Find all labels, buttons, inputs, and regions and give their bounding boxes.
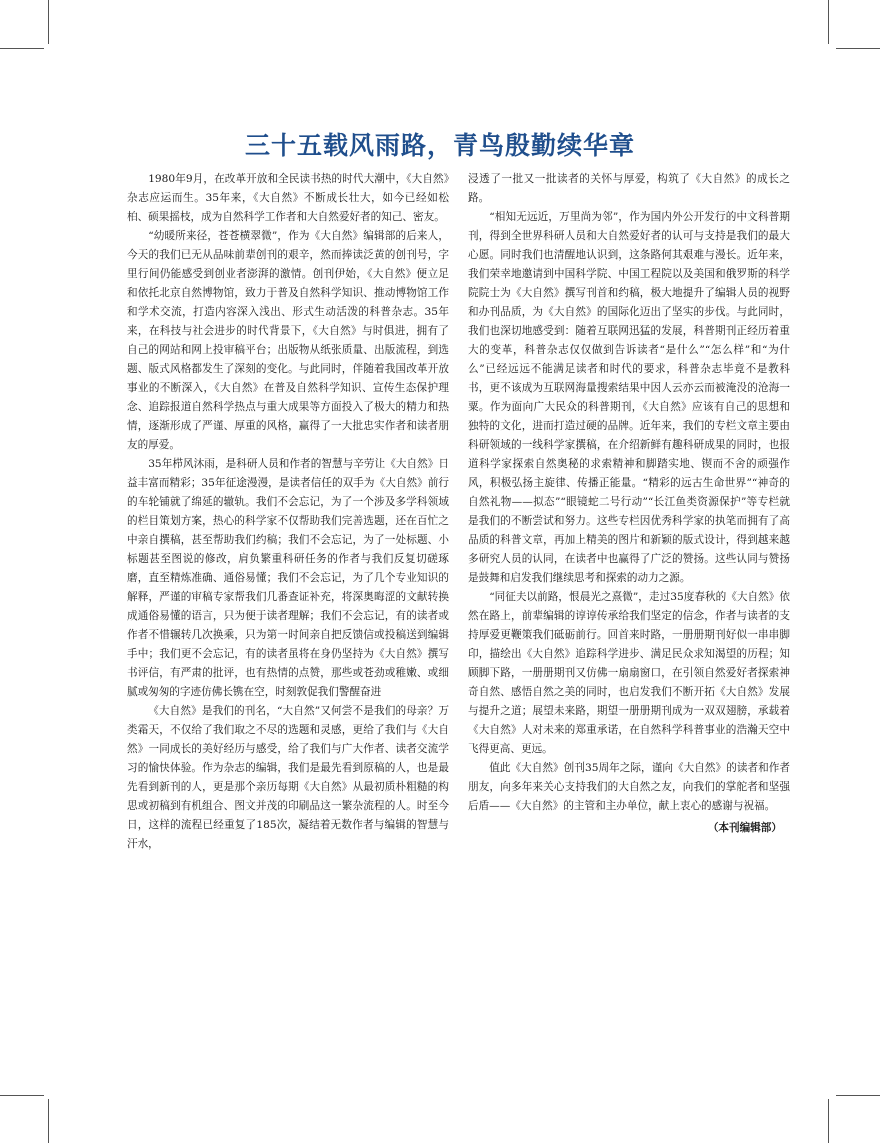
paragraph: 1980年9月，在改革开放和全民读书热的时代大潮中，《大自然》杂志应运而生。35年来，《大自然》不断成长壮大，如今已经如松柏、硕果摇枝，成为自然科学工作者和大自然爱好者的知己、密友。 <box>127 173 449 223</box>
left-column <box>127 170 449 854</box>
crop-mark <box>828 0 829 44</box>
crop-mark <box>836 1095 880 1096</box>
article-title: 三十五载风雨路，青鸟殷勤续华章 <box>244 131 635 160</box>
crop-mark <box>0 48 44 49</box>
paragraph: “同征夫以前路，恨晨光之熹微”，走过35度春秋的《大自然》依然在路上，前辈编辑的谆谆传承给我们坚定的信念，作者与读者的支持厚爱更鞭策我们砥砺前行。回首来时路，一册册期刊好似一串串脚印，描绘出《大自然》追踪科学进步、满足民众求知渴望的历程；知顾脚下路，一册册期刊又仿佛一扇扇窗口，在引领自然爱好者探索神奇自然、感悟自然之美的同时，也启发我们不断开拓《大自然》发展与提升之道；展望未来路，期望一册册期刊成为一双双翅膀，承载着《大自然》人对未来的郑重承诺，在自然科学科普事业的浩瀚天空中飞得更高、更远。 <box>468 591 790 755</box>
crop-mark <box>0 1095 44 1096</box>
signature: （本刊编辑部） <box>707 822 782 834</box>
paragraph: 《大自然》是我们的刊名，“大自然”又何尝不是我们的母亲？万类霜天，不仅给了我们取之不尽的选题和灵感，更给了我们与《大自然》一同成长的美好经历与感受，给了我们与广大作者、读者交流学习的愉快体验。作为杂志的编辑，我们是最先看到原稿的人，也是最先看到新刊的人，更是那个亲历每期《大自然》从最初质朴粗糙的构思或初稿到有机组合、图文并茂的印刷品这一繁杂流程的人。时至今日，这样的流程已经重复了185次，凝结着无数作者与编辑的智慧与汗水， <box>127 705 449 850</box>
right-column <box>468 170 790 838</box>
crop-mark <box>48 0 49 44</box>
crop-mark <box>48 1099 49 1143</box>
paragraph-continuation: 浸透了一批又一批读者的关怀与厚爱，构筑了《大自然》的成长之路。 <box>468 173 790 204</box>
paragraph: “相知无远近，万里尚为邻”，作为国内外公开发行的中文科普期刊，得到全世界科研人员和大自然爱好者的认可与支持是我们的最大心愿。同时我们也清醒地认识到，这条路何其艰难与漫长。近年来，我们荣幸地邀请到中国科学院、中国工程院以及美国和俄罗斯的科学院院士为《大自然》撰写刊首和约稿，极大地提升了编辑人员的视野和办刊品质，为《大自然》的国际化迈出了坚实的步伐。与此同时，我们也深切地感受到：随着互联网迅猛的发展，科普期刊正经历着重大的变革，科普杂志仅仅做到告诉读者“是什么”“怎么样”和“为什么”已经远远不能满足读者和时代的要求，科普杂志毕竟不是教科书，更不该成为互联网海量搜索结果中因人云亦云而被淹没的沧海一粟。作为面向广大民众的科普期刊，《大自然》应该有自己的思想和独特的文化，进而打造过硬的品牌。近年来，我们的专栏文章主要由科研领域的一线科学家撰稿，在介绍新鲜有趣科研成果的同时，也报道科学家探索自然奥秘的求索精神和脚踏实地、锲而不舍的顽强作风，积极弘扬主旋律、传播正能量。“精彩的远古生命世界”“神奇的自然礼物——拟态”“眼镜蛇二号行动”“长江鱼类资源保护”等专栏就是我们的不断尝试和努力。这些专栏因优秀科学家的执笔而拥有了高品质的科普文章，再加上精美的图片和新颖的版式设计，得到越来越多研究人员的认同，在读者中也赢得了广泛的赞扬。这些认同与赞扬是鼓舞和启发我们继续思考和探索的动力之源。 <box>468 211 790 584</box>
paragraph: 值此《大自然》创刊35周年之际，谨向《大自然》的读者和作者朋友，向多年来关心支持我们的大自然之友，向我们的掌舵者和坚强后盾——《大自然》的主管和主办单位，献上衷心的感谢与祝福。 <box>468 762 790 812</box>
crop-mark <box>836 48 880 49</box>
crop-mark <box>828 1099 829 1143</box>
paragraph: 35年栉风沐雨，是科研人员和作者的智慧与辛劳让《大自然》日益丰富而精彩；35年征途漫漫，是读者信任的双手为《大自然》前行的车轮铺就了绵延的辙轨。我们不会忘记，为了一个涉及多学科领域的栏目策划方案，热心的科学家不仅帮助我们完善选题，还在百忙之中亲自撰稿，甚至帮助我们约稿；我们不会忘记，为了一处标题、小标题甚至图说的修改，肩负繁重科研任务的作者与我们反复切磋琢磨，直至精炼准确、通俗易懂；我们不会忘记，为了几个专业知识的解释，严谨的审稿专家帮我们几番查证补充，将深奥晦涩的文献转换成通俗易懂的语言，只为便于读者理解；我们不会忘记，有的读者或作者不惜辗转几次换乘，只为第一时间亲自把反馈信或投稿送到编辑手中；我们更不会忘记，有的读者虽将在身仍坚持为《大自然》撰写书评信，有严肃的批评，也有热情的点赞，那些或苍劲或稚嫩、或细腻或匆匆的字迹仿佛长镌在空，时刻敦促我们警醒奋进 <box>127 458 449 698</box>
paragraph: “幼暖所来径，苍苍横翠微”，作为《大自然》编辑部的后来人，今天的我们已无从品味前辈创刊的艰辛，然而捧读泛黄的创刊号，字里行间仍能感受到创业者澎湃的激情。创刊伊始，《大自然》便立足和依托北京自然博物馆，致力于普及自然科学知识、推动博物馆工作和学术交流，打造内容深入浅出、形式生动活泼的科普杂志。35年来，在科技与社会进步的时代背景下，《大自然》与时俱进，拥有了自己的网站和网上投审稿平台；出版物从纸张质量、出版流程，到选题、版式风格都发生了深刻的变化。与此同时，伴随着我国改革开放事业的不断深入，《大自然》在普及自然科学知识、宣传生态保护理念、追踪报道自然科学热点与重大成果等方面投入了极大的精力和热情，逐渐形成了严谨、厚重的风格，赢得了一大批忠实作者和读者朋友的厚爱。 <box>127 230 449 451</box>
